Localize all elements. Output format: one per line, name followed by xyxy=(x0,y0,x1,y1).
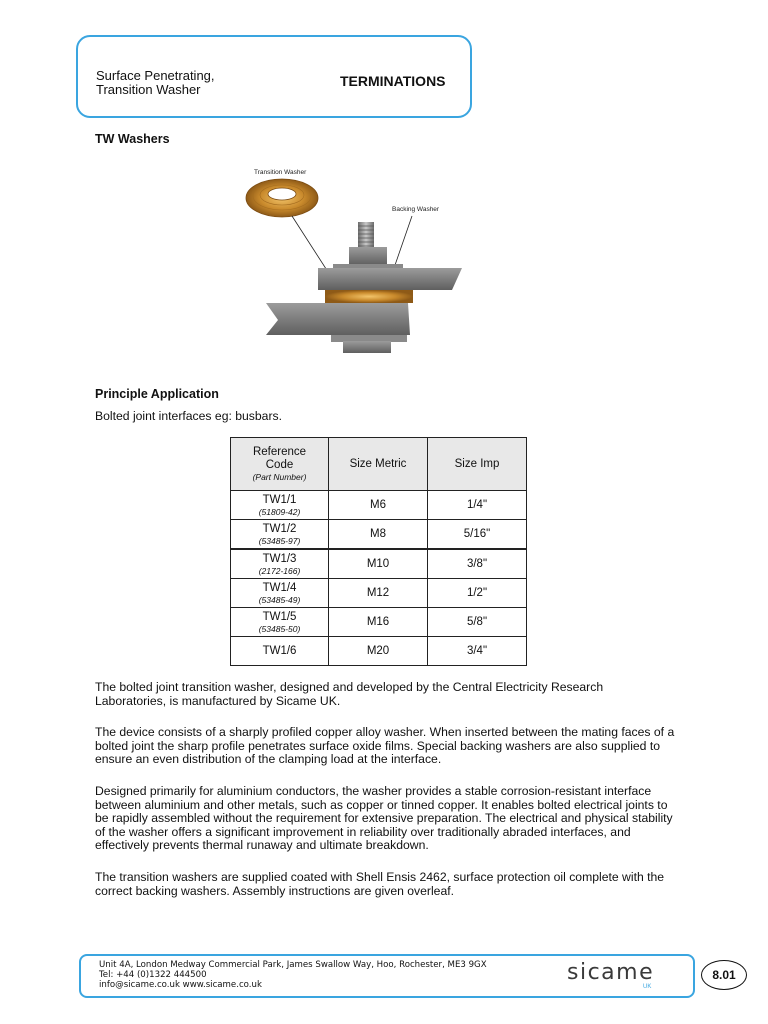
imp-cell: 5/16" xyxy=(428,520,527,550)
part-number: (53485-97) xyxy=(258,535,301,546)
footer-tel: Tel: +44 (0)1322 444500 xyxy=(99,970,207,980)
ref-code: TW1/3 xyxy=(262,552,297,565)
header-subtitle xyxy=(96,69,215,97)
principle-text: Bolted joint interfaces eg: busbars. xyxy=(95,409,282,423)
imp-cell: 1/2" xyxy=(428,579,527,608)
washer-assembly-diagram xyxy=(230,160,480,360)
imp-cell: 3/8" xyxy=(428,549,527,579)
code-cell xyxy=(231,608,329,637)
col-reference xyxy=(231,438,329,491)
code-cell xyxy=(231,637,329,666)
ref-code: TW1/6 xyxy=(262,644,297,657)
page-number: 8.01 xyxy=(701,960,747,990)
code-cell xyxy=(231,520,329,550)
paragraph-2: The device consists of a sharply profiled copper alloy washer. When inserted between the mating faces of a bolted joint the sharp profile penetrates surface oxide films. Special backing washers are also supplied to ensure an even distribution of the clamping load at the interface. xyxy=(95,725,675,766)
backing-leader-line xyxy=(394,216,412,268)
header-subtitle-line2: Transition Washer xyxy=(96,82,201,97)
logo-country: UK xyxy=(643,984,652,990)
table-row xyxy=(231,520,527,550)
part-number: (2172-166) xyxy=(258,565,301,576)
paragraph-3: Designed primarily for aluminium conductors, the washer provides a stable corrosion-resistant interface between aluminium and other metals, such as copper or tinned copper. It enables bolted electrical joints to be rapidly assembled without the requirement for extensive preparation. The electrical and physical stability of the washer offers a significant improvement in reliability over traditionally abraded interfaces, and effectively prevents thermal runaway and ultimate breakdown. xyxy=(95,784,673,852)
header-box xyxy=(76,35,472,118)
metric-cell: M10 xyxy=(329,549,428,579)
transition-washer-icon xyxy=(246,179,318,217)
metric-cell: M16 xyxy=(329,608,428,637)
ref-line1: Reference xyxy=(252,446,307,458)
ref-sub: (Part Number) xyxy=(252,472,307,482)
metric-cell: M8 xyxy=(329,520,428,550)
metric-cell: M6 xyxy=(329,491,428,520)
part-number: (53485-49) xyxy=(258,594,301,605)
metric-cell: M20 xyxy=(329,637,428,666)
backing-washer-label: Backing Washer xyxy=(392,206,440,213)
code-cell xyxy=(231,491,329,520)
table-row xyxy=(231,579,527,608)
footer-web[interactable]: info@sicame.co.uk www.sicame.co.uk xyxy=(99,980,262,990)
ref-code: TW1/2 xyxy=(262,522,297,535)
table-row xyxy=(231,637,527,666)
code-cell xyxy=(231,579,329,608)
table-header-row xyxy=(231,438,527,491)
footer-address: Unit 4A, London Medway Commercial Park, James Swallow Way, Hoo, Rochester, ME3 9GX xyxy=(99,960,487,970)
footer-contact xyxy=(99,960,487,990)
table-row xyxy=(231,608,527,637)
section-title: TW Washers xyxy=(95,132,170,146)
ref-code: TW1/1 xyxy=(262,493,297,506)
imp-cell: 5/8" xyxy=(428,608,527,637)
header-title: TERMINATIONS xyxy=(340,73,446,89)
paragraph-1: The bolted joint transition washer, designed and developed by the Central Electricity Research Laboratories, is manufactured by Sicame UK. xyxy=(95,680,604,708)
col-size-imp: Size Imp xyxy=(428,438,527,491)
paragraph-4: The transition washers are supplied coated with Shell Ensis 2462, surface protection oil complete with the correct backing washers. Assembly instructions are given overleaf. xyxy=(95,870,665,898)
imp-cell: 1/4" xyxy=(428,491,527,520)
metric-cell: M12 xyxy=(329,579,428,608)
table-row xyxy=(231,491,527,520)
principle-heading: Principle Application xyxy=(95,387,219,401)
footer-box xyxy=(79,954,695,998)
ref-code: TW1/5 xyxy=(262,610,297,623)
header-subtitle-line1: Surface Penetrating, xyxy=(96,68,215,83)
transition-washer-label: Transition Washer xyxy=(254,169,307,176)
part-number: (51809-42) xyxy=(258,506,301,517)
imp-cell: 3/4" xyxy=(428,637,527,666)
col-size-metric: Size Metric xyxy=(329,438,428,491)
sicame-logo: sicame xyxy=(567,960,655,985)
code-cell xyxy=(231,549,329,579)
parts-table xyxy=(230,437,527,666)
table-row xyxy=(231,549,527,579)
ref-line2: Code xyxy=(265,459,294,471)
ref-code: TW1/4 xyxy=(262,581,297,594)
part-number: (53485-50) xyxy=(258,623,301,634)
bolt-icon xyxy=(266,222,462,353)
